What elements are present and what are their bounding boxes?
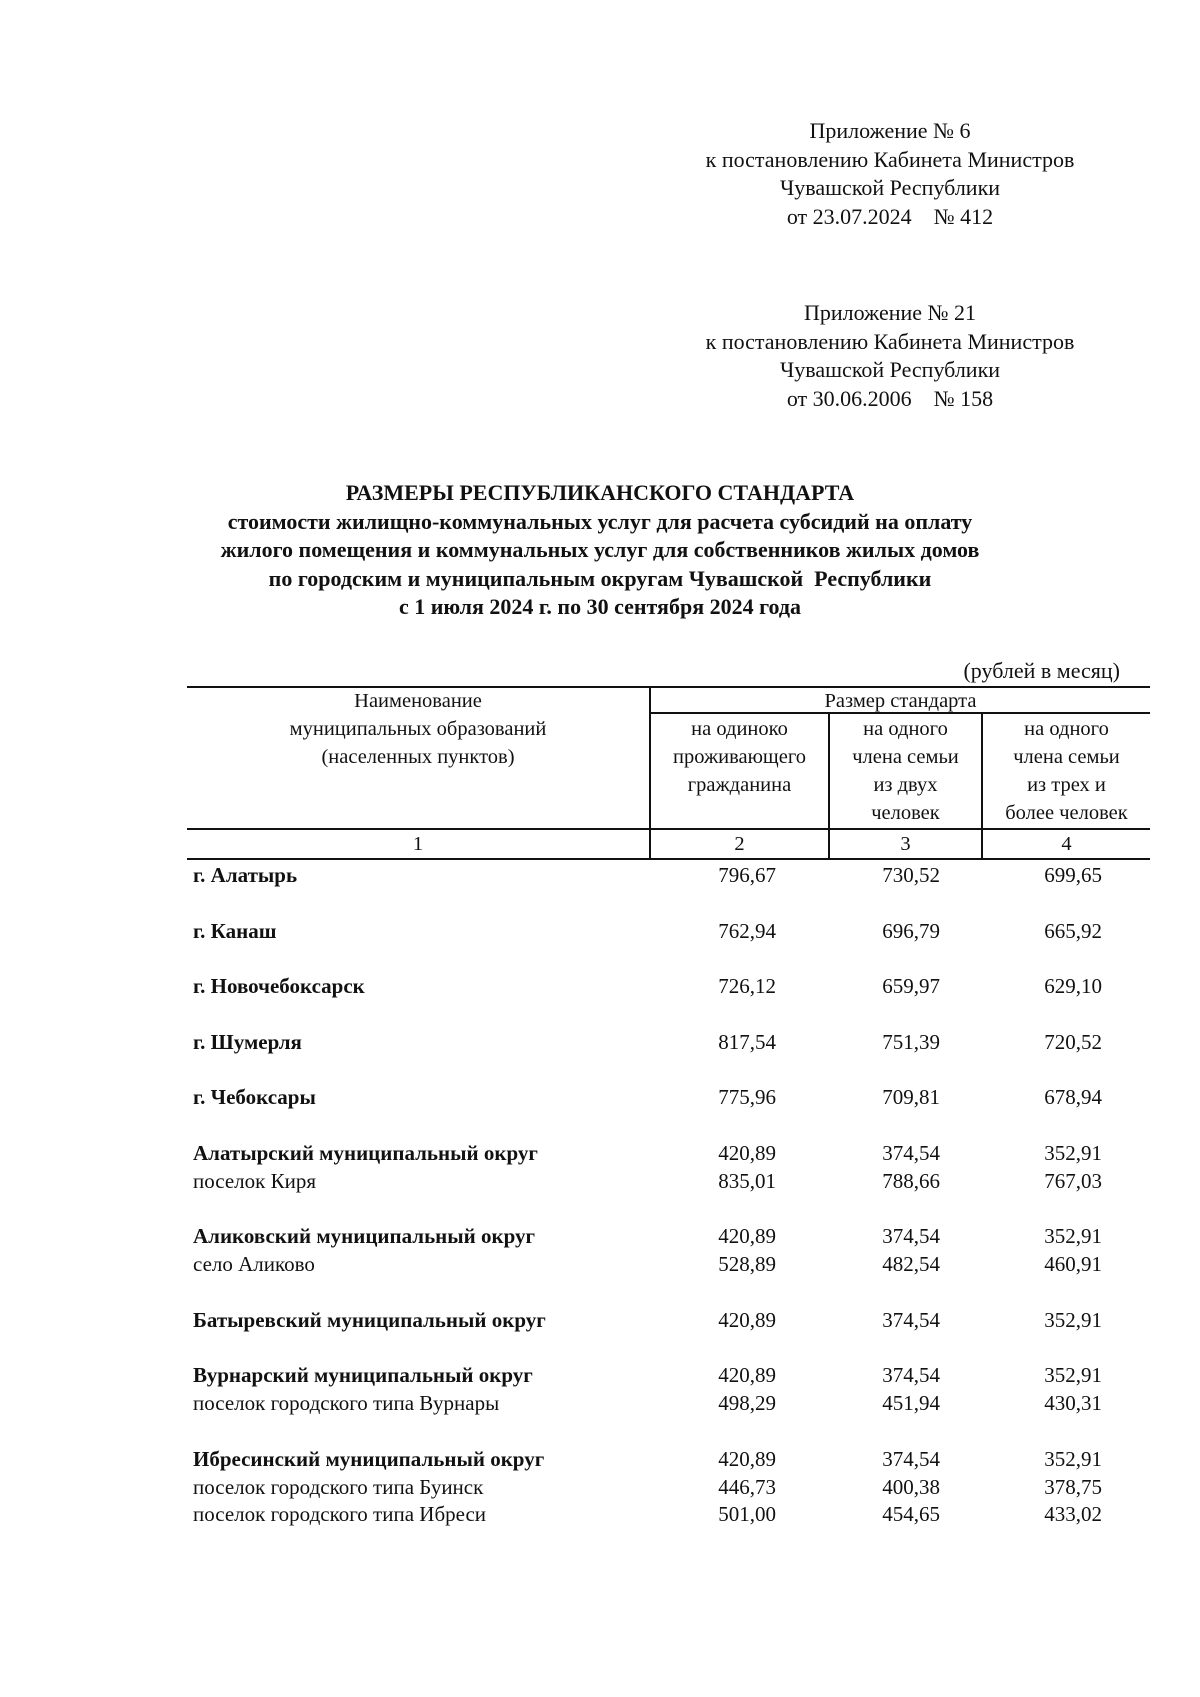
row-value-single: 817,54	[718, 1030, 776, 1054]
row-value-three: 629,10	[1044, 974, 1102, 998]
header-col3-line-4: человек	[871, 802, 940, 824]
header-family-of-two	[830, 715, 981, 827]
row-value-three: 352,91	[1044, 1308, 1102, 1332]
row-value-three: 767,03	[1044, 1169, 1102, 1193]
row-value-two: 374,54	[882, 1447, 940, 1471]
title-line-4: по городским и муниципальным округам Чувашской Республики	[268, 565, 932, 591]
row-name: г. Чебоксары	[193, 1085, 316, 1109]
row-name: поселок Киря	[193, 1169, 316, 1193]
header-col3-line-3: из двух	[873, 774, 938, 796]
row-value-two: 400,38	[882, 1475, 940, 1499]
row-value-single: 498,29	[718, 1391, 776, 1415]
col-number-4: 4	[1061, 833, 1072, 855]
row-value-single: 528,89	[718, 1252, 776, 1276]
row-value-two: 374,54	[882, 1363, 940, 1387]
row-value-three: 433,02	[1044, 1502, 1102, 1526]
title-line-3: жилого помещения и коммунальных услуг для собственников жилых домов	[220, 537, 980, 562]
row-value-single: 420,89	[718, 1308, 776, 1332]
appendix-6-resolution: к постановлению Кабинета Министров	[705, 146, 1075, 172]
row-value-single: 762,94	[718, 919, 776, 943]
header-col3-line-2: члена семьи	[852, 746, 959, 768]
row-name: Вурнарский муниципальный округ	[193, 1363, 533, 1387]
row-value-two: 374,54	[882, 1224, 940, 1248]
row-value-single: 420,89	[718, 1141, 776, 1165]
col-numbers-bottom-rule	[187, 858, 1150, 860]
row-value-single: 501,00	[718, 1502, 776, 1526]
row-name: г. Новочебоксарск	[193, 974, 365, 998]
row-value-two: 659,97	[882, 974, 940, 998]
row-name: поселок городского типа Буинск	[193, 1475, 484, 1499]
appendix-6-republic: Чувашской Республики	[779, 175, 1001, 200]
title-line-1: РАЗМЕРЫ РЕСПУБЛИКАНСКОГО СТАНДАРТА	[345, 480, 855, 505]
header-name-line-2: муниципальных образований	[289, 718, 547, 740]
header-family-of-three	[983, 715, 1150, 827]
row-name: село Аликово	[193, 1252, 315, 1276]
row-value-three: 699,65	[1044, 863, 1102, 887]
row-value-single: 835,01	[718, 1169, 776, 1193]
header-name-column	[187, 687, 649, 771]
row-value-single: 420,89	[718, 1363, 776, 1387]
header-col2-line-1: на одиноко	[691, 718, 788, 740]
row-value-single: 420,89	[718, 1447, 776, 1471]
row-value-three: 352,91	[1044, 1447, 1102, 1471]
units-note: (рублей в месяц)	[963, 658, 1120, 683]
header-name-line-3: (населенных пунктов)	[321, 746, 515, 768]
header-col4-line-2: члена семьи	[1013, 746, 1120, 768]
row-name: г. Шумерля	[193, 1030, 302, 1054]
row-value-two: 730,52	[882, 863, 940, 887]
row-name: г. Алатырь	[193, 863, 298, 887]
row-value-two: 788,66	[882, 1169, 940, 1193]
row-value-two: 751,39	[882, 1030, 940, 1054]
row-value-two: 374,54	[882, 1308, 940, 1332]
row-name: Батыревский муниципальный округ	[193, 1308, 546, 1332]
header-col2-line-3: гражданина	[687, 774, 792, 796]
appendix-21-date: от 30.06.2006 № 158	[786, 385, 994, 411]
row-value-two: 454,65	[882, 1502, 940, 1526]
appendix-21-block	[660, 299, 1120, 413]
title-line-2: стоимости жилищно-коммунальных услуг для расчета субсидий на оплату	[227, 508, 973, 534]
row-name: г. Канаш	[193, 919, 277, 943]
row-value-two: 482,54	[882, 1252, 940, 1276]
col-number-1: 1	[412, 833, 424, 855]
title-line-5: с 1 июля 2024 г. по 30 сентября 2024 года	[398, 594, 802, 619]
row-value-single: 420,89	[718, 1224, 776, 1248]
row-value-three: 460,91	[1044, 1252, 1102, 1276]
appendix-21-republic: Чувашской Республики	[779, 357, 1001, 382]
row-value-single: 446,73	[718, 1475, 776, 1499]
row-value-three: 430,31	[1044, 1391, 1102, 1415]
row-value-three: 352,91	[1044, 1141, 1102, 1165]
appendix-6-block	[660, 117, 1120, 231]
header-single-citizen	[651, 715, 828, 799]
header-col2-line-2: проживающего	[673, 746, 806, 768]
row-name: поселок городского типа Вурнары	[193, 1391, 500, 1415]
row-value-single: 726,12	[718, 974, 776, 998]
header-col4-line-1: на одного	[1024, 718, 1109, 740]
header-name-line-1: Наименование	[354, 690, 482, 712]
appendix-6-number: Приложение № 6	[809, 118, 971, 143]
row-value-three: 720,52	[1044, 1030, 1102, 1054]
row-value-single: 796,67	[718, 863, 776, 887]
appendix-21-number: Приложение № 21	[803, 300, 977, 325]
row-value-three: 352,91	[1044, 1363, 1102, 1387]
row-name: Алатырский муниципальный округ	[193, 1141, 538, 1165]
row-name: поселок городского типа Ибреси	[193, 1502, 487, 1526]
document-title	[160, 479, 1040, 622]
row-value-single: 775,96	[718, 1085, 776, 1109]
appendix-21-resolution: к постановлению Кабинета Министров	[705, 328, 1075, 354]
header-col3-line-1: на одного	[863, 718, 948, 740]
header-standard-group: Размер стандарта	[824, 690, 977, 712]
row-value-three: 378,75	[1044, 1475, 1102, 1499]
row-value-two: 709,81	[882, 1085, 940, 1109]
col-number-3: 3	[900, 833, 911, 855]
row-value-three: 665,92	[1044, 919, 1102, 943]
row-value-three: 678,94	[1044, 1085, 1102, 1109]
row-value-two: 451,94	[882, 1391, 940, 1415]
row-value-three: 352,91	[1044, 1224, 1102, 1248]
row-value-two: 696,79	[882, 919, 940, 943]
row-name: Аликовский муниципальный округ	[193, 1224, 536, 1248]
appendix-6-date: от 23.07.2024 № 412	[786, 203, 994, 229]
row-name: Ибресинский муниципальный округ	[193, 1447, 545, 1471]
row-value-two: 374,54	[882, 1141, 940, 1165]
header-col4-line-4: более человек	[1005, 802, 1128, 824]
col-number-2: 2	[734, 833, 745, 855]
header-col4-line-3: из трех и	[1027, 774, 1106, 796]
